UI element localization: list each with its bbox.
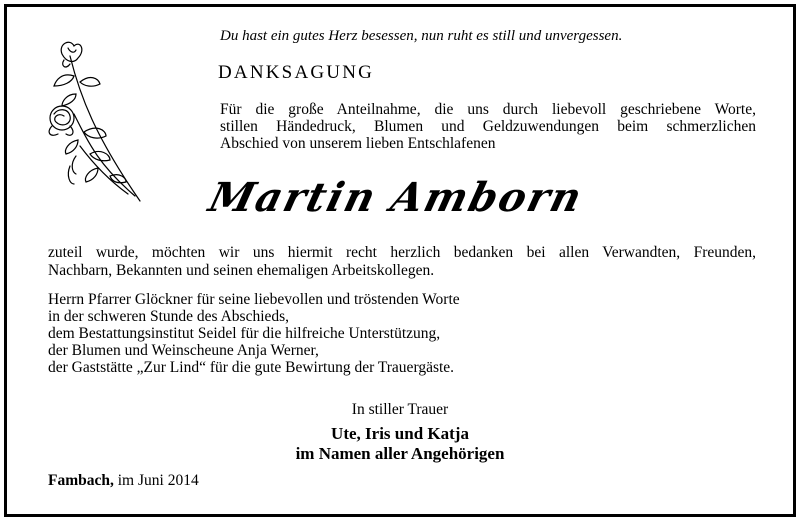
place: Fambach,	[48, 472, 114, 489]
acknowledgement-list	[48, 291, 460, 376]
mourning-line: In stiller Trauer	[351, 401, 449, 418]
mourners	[200, 424, 600, 464]
acknowledgement-line: in der schweren Stunde des Abschieds,	[48, 308, 290, 325]
mourners-line: im Namen aller Angehörigen	[295, 444, 505, 463]
deceased-name: Martin Amborn	[204, 174, 589, 221]
acknowledgement-line: der Blumen und Weinscheune Anja Werner,	[48, 342, 319, 359]
acknowledgement-line: dem Bestattungsinstitut Seidel für die hilfreiche Unterstützung,	[48, 325, 441, 342]
acknowledgement-line: Herrn Pfarrer Glöckner für seine liebevollen und tröstenden Worte	[48, 291, 460, 308]
rose-icon	[40, 36, 150, 206]
heading: DANKSAGUNG	[218, 62, 375, 83]
thanks-line: zuteil wurde, möchten wir uns hiermit recht herzlich bedanken bei allen Verwandten, Freunden,	[48, 244, 756, 261]
intro-text	[220, 101, 756, 152]
mourners-line: Ute, Iris und Katja	[331, 424, 469, 443]
date: im Juni 2014	[117, 472, 199, 489]
intro-line: Abschied von unserem lieben Entschlafenen	[220, 135, 496, 152]
intro-line: Für die große Anteilnahme, die uns durch liebevoll geschriebene Worte,	[220, 101, 756, 118]
intro-line: stillen Händedruck, Blumen und Geldzuwendungen beim schmerzlichen	[220, 118, 756, 135]
motto: Du hast ein gutes Herz besessen, nun ruht es still und unvergessen.	[220, 28, 623, 44]
thanks-line: Nachbarn, Bekannten und seinen ehemaligen Arbeitskollegen.	[48, 262, 435, 279]
acknowledgement-line: der Gaststätte „Zur Lind“ für die gute Bewirtung der Trauergäste.	[48, 359, 455, 376]
thanks-text	[48, 244, 756, 280]
place-date	[48, 472, 199, 490]
